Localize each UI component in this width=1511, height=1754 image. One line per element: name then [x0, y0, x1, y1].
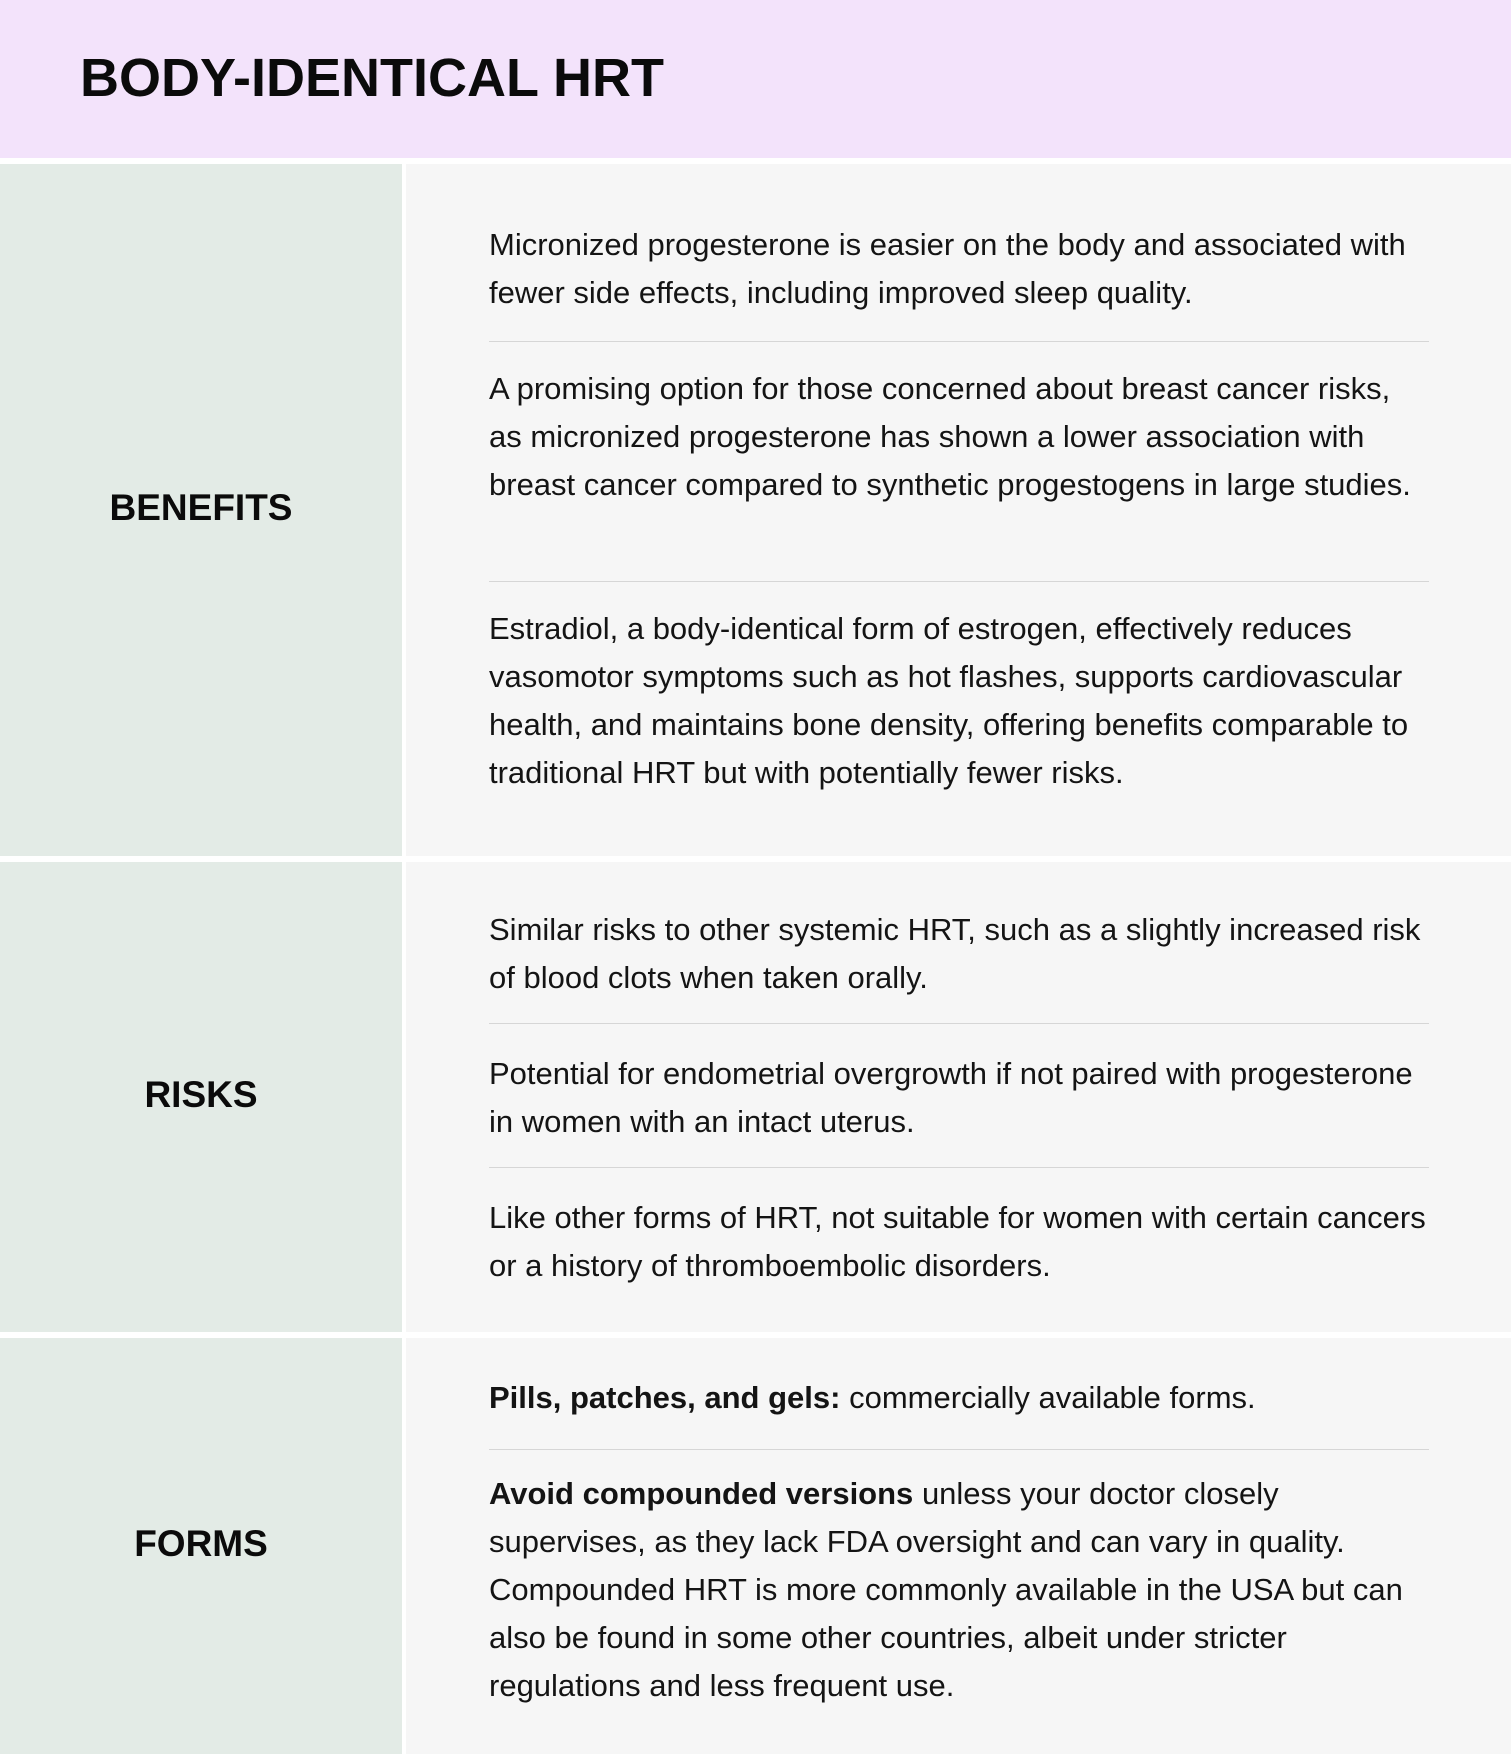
item-divider [489, 581, 1429, 582]
item-bold-lead: Pills, patches, and gels: [489, 1380, 841, 1415]
section-label-cell [0, 1338, 402, 1754]
list-item: Estradiol, a body-identical form of estrogen, effectively reduces vasomotor symptoms such as hot flashes, supports cardiovascular health, and maintains bone density, offering benefits comparable to traditional HRT but with potentially fewer risks. [489, 611, 1409, 790]
section-label-cell [0, 164, 402, 856]
section-content-cell [406, 1338, 1511, 1754]
section-benefits [0, 164, 1511, 856]
section-label-benefits: BENEFITS [109, 487, 293, 528]
list-item [489, 1374, 1429, 1422]
list-item: Micronized progesterone is easier on the body and associated with fewer side effects, including improved sleep quality. [489, 227, 1406, 310]
header-banner [0, 0, 1511, 158]
section-risks [0, 862, 1511, 1332]
item-divider [489, 341, 1429, 342]
item-divider [489, 1449, 1429, 1450]
list-item: Potential for endometrial overgrowth if not paired with progesterone in women with an intact uterus. [489, 1056, 1413, 1139]
item-text: commercially available forms. [849, 1380, 1256, 1415]
item-divider [489, 1023, 1429, 1024]
list-item: A promising option for those concerned about breast cancer risks, as micronized progesterone has shown a lower association with breast cancer compared to synthetic progestogens in large studies. [489, 371, 1411, 502]
page-title: BODY-IDENTICAL HRT [80, 48, 665, 108]
list-item: Like other forms of HRT, not suitable for women with certain cancers or a history of thromboembolic disorders. [489, 1200, 1426, 1283]
section-label-cell [0, 862, 402, 1332]
item-divider [489, 1167, 1429, 1168]
item-text: unless your doctor closely supervises, as they lack FDA oversight and can vary in quality. Compounded HRT is more commonly available in the USA but can also be found in some other countries, albeit under stricter regulations and less frequent use. [489, 1476, 1403, 1703]
list-item: Similar risks to other systemic HRT, such as a slightly increased risk of blood clots when taken orally. [489, 912, 1421, 995]
section-forms [0, 1338, 1511, 1754]
section-label-risks: RISKS [144, 1074, 258, 1115]
item-bold-lead: Avoid compounded versions [489, 1476, 914, 1511]
section-content-cell [406, 862, 1511, 1332]
section-label-forms: FORMS [134, 1523, 268, 1564]
section-content-cell [406, 164, 1511, 856]
list-item [489, 1470, 1429, 1710]
